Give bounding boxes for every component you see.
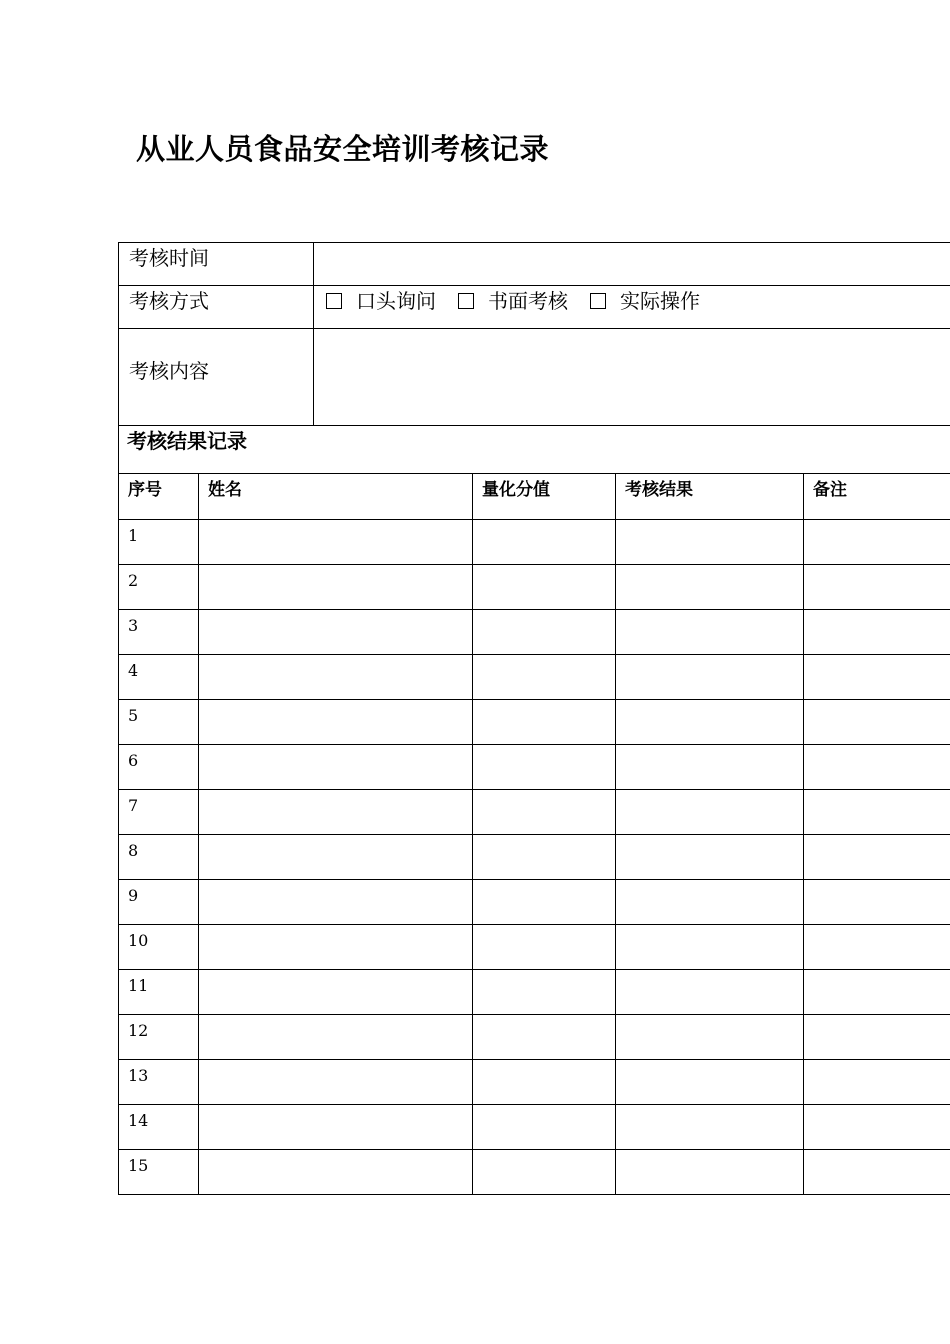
row-name-cell[interactable] xyxy=(199,700,473,745)
time-row xyxy=(119,243,950,286)
row-number: 15 xyxy=(119,1150,199,1195)
row-score-cell[interactable] xyxy=(473,970,616,1015)
row-number: 11 xyxy=(119,970,199,1015)
row-note-cell[interactable] xyxy=(804,925,950,970)
results-section-row xyxy=(119,426,950,474)
table-row xyxy=(119,520,950,565)
table-row xyxy=(119,1150,950,1195)
row-result-cell[interactable] xyxy=(616,790,804,835)
row-note-cell[interactable] xyxy=(804,610,950,655)
row-result-cell[interactable] xyxy=(616,880,804,925)
row-note-cell[interactable] xyxy=(804,880,950,925)
row-number: 12 xyxy=(119,1015,199,1060)
method-option-written[interactable] xyxy=(458,288,568,314)
method-option-oral[interactable] xyxy=(326,288,436,314)
row-score-cell[interactable] xyxy=(473,520,616,565)
row-score-cell[interactable] xyxy=(473,655,616,700)
method-option-label: 口头询问 xyxy=(356,289,436,313)
method-row xyxy=(119,286,950,329)
row-score-cell[interactable] xyxy=(473,610,616,655)
page-title: 从业人员食品安全培训考核记录 xyxy=(136,132,550,166)
row-name-cell[interactable] xyxy=(199,565,473,610)
row-score-cell[interactable] xyxy=(473,835,616,880)
row-name-cell[interactable] xyxy=(199,880,473,925)
row-number: 1 xyxy=(119,520,199,565)
column-header-no: 序号 xyxy=(119,474,199,520)
row-number: 14 xyxy=(119,1105,199,1150)
table-row xyxy=(119,1060,950,1105)
table-row xyxy=(119,700,950,745)
method-option-label: 实际操作 xyxy=(620,289,700,313)
row-score-cell[interactable] xyxy=(473,1150,616,1195)
row-result-cell[interactable] xyxy=(616,835,804,880)
row-number: 2 xyxy=(119,565,199,610)
row-number: 13 xyxy=(119,1060,199,1105)
row-score-cell[interactable] xyxy=(473,700,616,745)
table-row xyxy=(119,1015,950,1060)
row-result-cell[interactable] xyxy=(616,520,804,565)
column-header-score: 量化分值 xyxy=(473,474,616,520)
row-name-cell[interactable] xyxy=(199,790,473,835)
table-row xyxy=(119,925,950,970)
row-result-cell[interactable] xyxy=(616,700,804,745)
row-number: 8 xyxy=(119,835,199,880)
row-name-cell[interactable] xyxy=(199,1015,473,1060)
method-option-label: 书面考核 xyxy=(488,289,568,313)
table-row xyxy=(119,835,950,880)
table-row xyxy=(119,610,950,655)
row-name-cell[interactable] xyxy=(199,970,473,1015)
row-number: 10 xyxy=(119,925,199,970)
row-number: 4 xyxy=(119,655,199,700)
row-result-cell[interactable] xyxy=(616,655,804,700)
table-row xyxy=(119,655,950,700)
row-result-cell[interactable] xyxy=(616,1015,804,1060)
row-note-cell[interactable] xyxy=(804,835,950,880)
row-name-cell[interactable] xyxy=(199,925,473,970)
row-number: 5 xyxy=(119,700,199,745)
table-row xyxy=(119,880,950,925)
row-name-cell[interactable] xyxy=(199,1060,473,1105)
row-score-cell[interactable] xyxy=(473,880,616,925)
row-name-cell[interactable] xyxy=(199,1105,473,1150)
row-result-cell[interactable] xyxy=(616,925,804,970)
row-result-cell[interactable] xyxy=(616,1105,804,1150)
table-row xyxy=(119,565,950,610)
column-header-name: 姓名 xyxy=(199,474,473,520)
table-row xyxy=(119,790,950,835)
row-result-cell[interactable] xyxy=(616,745,804,790)
method-options xyxy=(314,286,950,329)
table-row xyxy=(119,1105,950,1150)
results-section-title: 考核结果记录 xyxy=(119,426,950,474)
row-note-cell[interactable] xyxy=(804,970,950,1015)
method-label: 考核方式 xyxy=(119,286,314,329)
column-header-note: 备注 xyxy=(804,474,950,520)
row-note-cell[interactable] xyxy=(804,790,950,835)
row-note-cell[interactable] xyxy=(804,1105,950,1150)
time-label: 考核时间 xyxy=(119,243,314,286)
time-field[interactable] xyxy=(314,243,950,286)
results-header-row xyxy=(119,474,950,520)
row-result-cell[interactable] xyxy=(616,610,804,655)
row-note-cell[interactable] xyxy=(804,1150,950,1195)
row-score-cell[interactable] xyxy=(473,790,616,835)
checkbox-icon[interactable] xyxy=(326,293,342,309)
row-note-cell[interactable] xyxy=(804,520,950,565)
table-row xyxy=(119,970,950,1015)
row-result-cell[interactable] xyxy=(616,1150,804,1195)
row-note-cell[interactable] xyxy=(804,1015,950,1060)
table-row xyxy=(119,745,950,790)
row-number: 9 xyxy=(119,880,199,925)
row-name-cell[interactable] xyxy=(199,1150,473,1195)
row-score-cell[interactable] xyxy=(473,745,616,790)
row-score-cell[interactable] xyxy=(473,1105,616,1150)
row-name-cell[interactable] xyxy=(199,520,473,565)
checkbox-icon[interactable] xyxy=(590,293,606,309)
row-number: 7 xyxy=(119,790,199,835)
row-number: 6 xyxy=(119,745,199,790)
row-result-cell[interactable] xyxy=(616,1060,804,1105)
row-note-cell[interactable] xyxy=(804,1060,950,1105)
row-score-cell[interactable] xyxy=(473,925,616,970)
content-field[interactable] xyxy=(314,329,950,426)
row-note-cell[interactable] xyxy=(804,745,950,790)
row-number: 3 xyxy=(119,610,199,655)
method-option-practical[interactable] xyxy=(590,288,700,314)
row-note-cell[interactable] xyxy=(804,565,950,610)
row-score-cell[interactable] xyxy=(473,1060,616,1105)
checkbox-icon[interactable] xyxy=(458,293,474,309)
row-name-cell[interactable] xyxy=(199,745,473,790)
row-result-cell[interactable] xyxy=(616,565,804,610)
row-note-cell[interactable] xyxy=(804,655,950,700)
row-name-cell[interactable] xyxy=(199,655,473,700)
column-header-result: 考核结果 xyxy=(616,474,804,520)
row-score-cell[interactable] xyxy=(473,1015,616,1060)
row-result-cell[interactable] xyxy=(616,970,804,1015)
content-row xyxy=(119,329,950,426)
assessment-form-table xyxy=(118,242,950,1195)
row-note-cell[interactable] xyxy=(804,700,950,745)
content-label: 考核内容 xyxy=(119,329,314,426)
row-name-cell[interactable] xyxy=(199,610,473,655)
row-name-cell[interactable] xyxy=(199,835,473,880)
row-score-cell[interactable] xyxy=(473,565,616,610)
